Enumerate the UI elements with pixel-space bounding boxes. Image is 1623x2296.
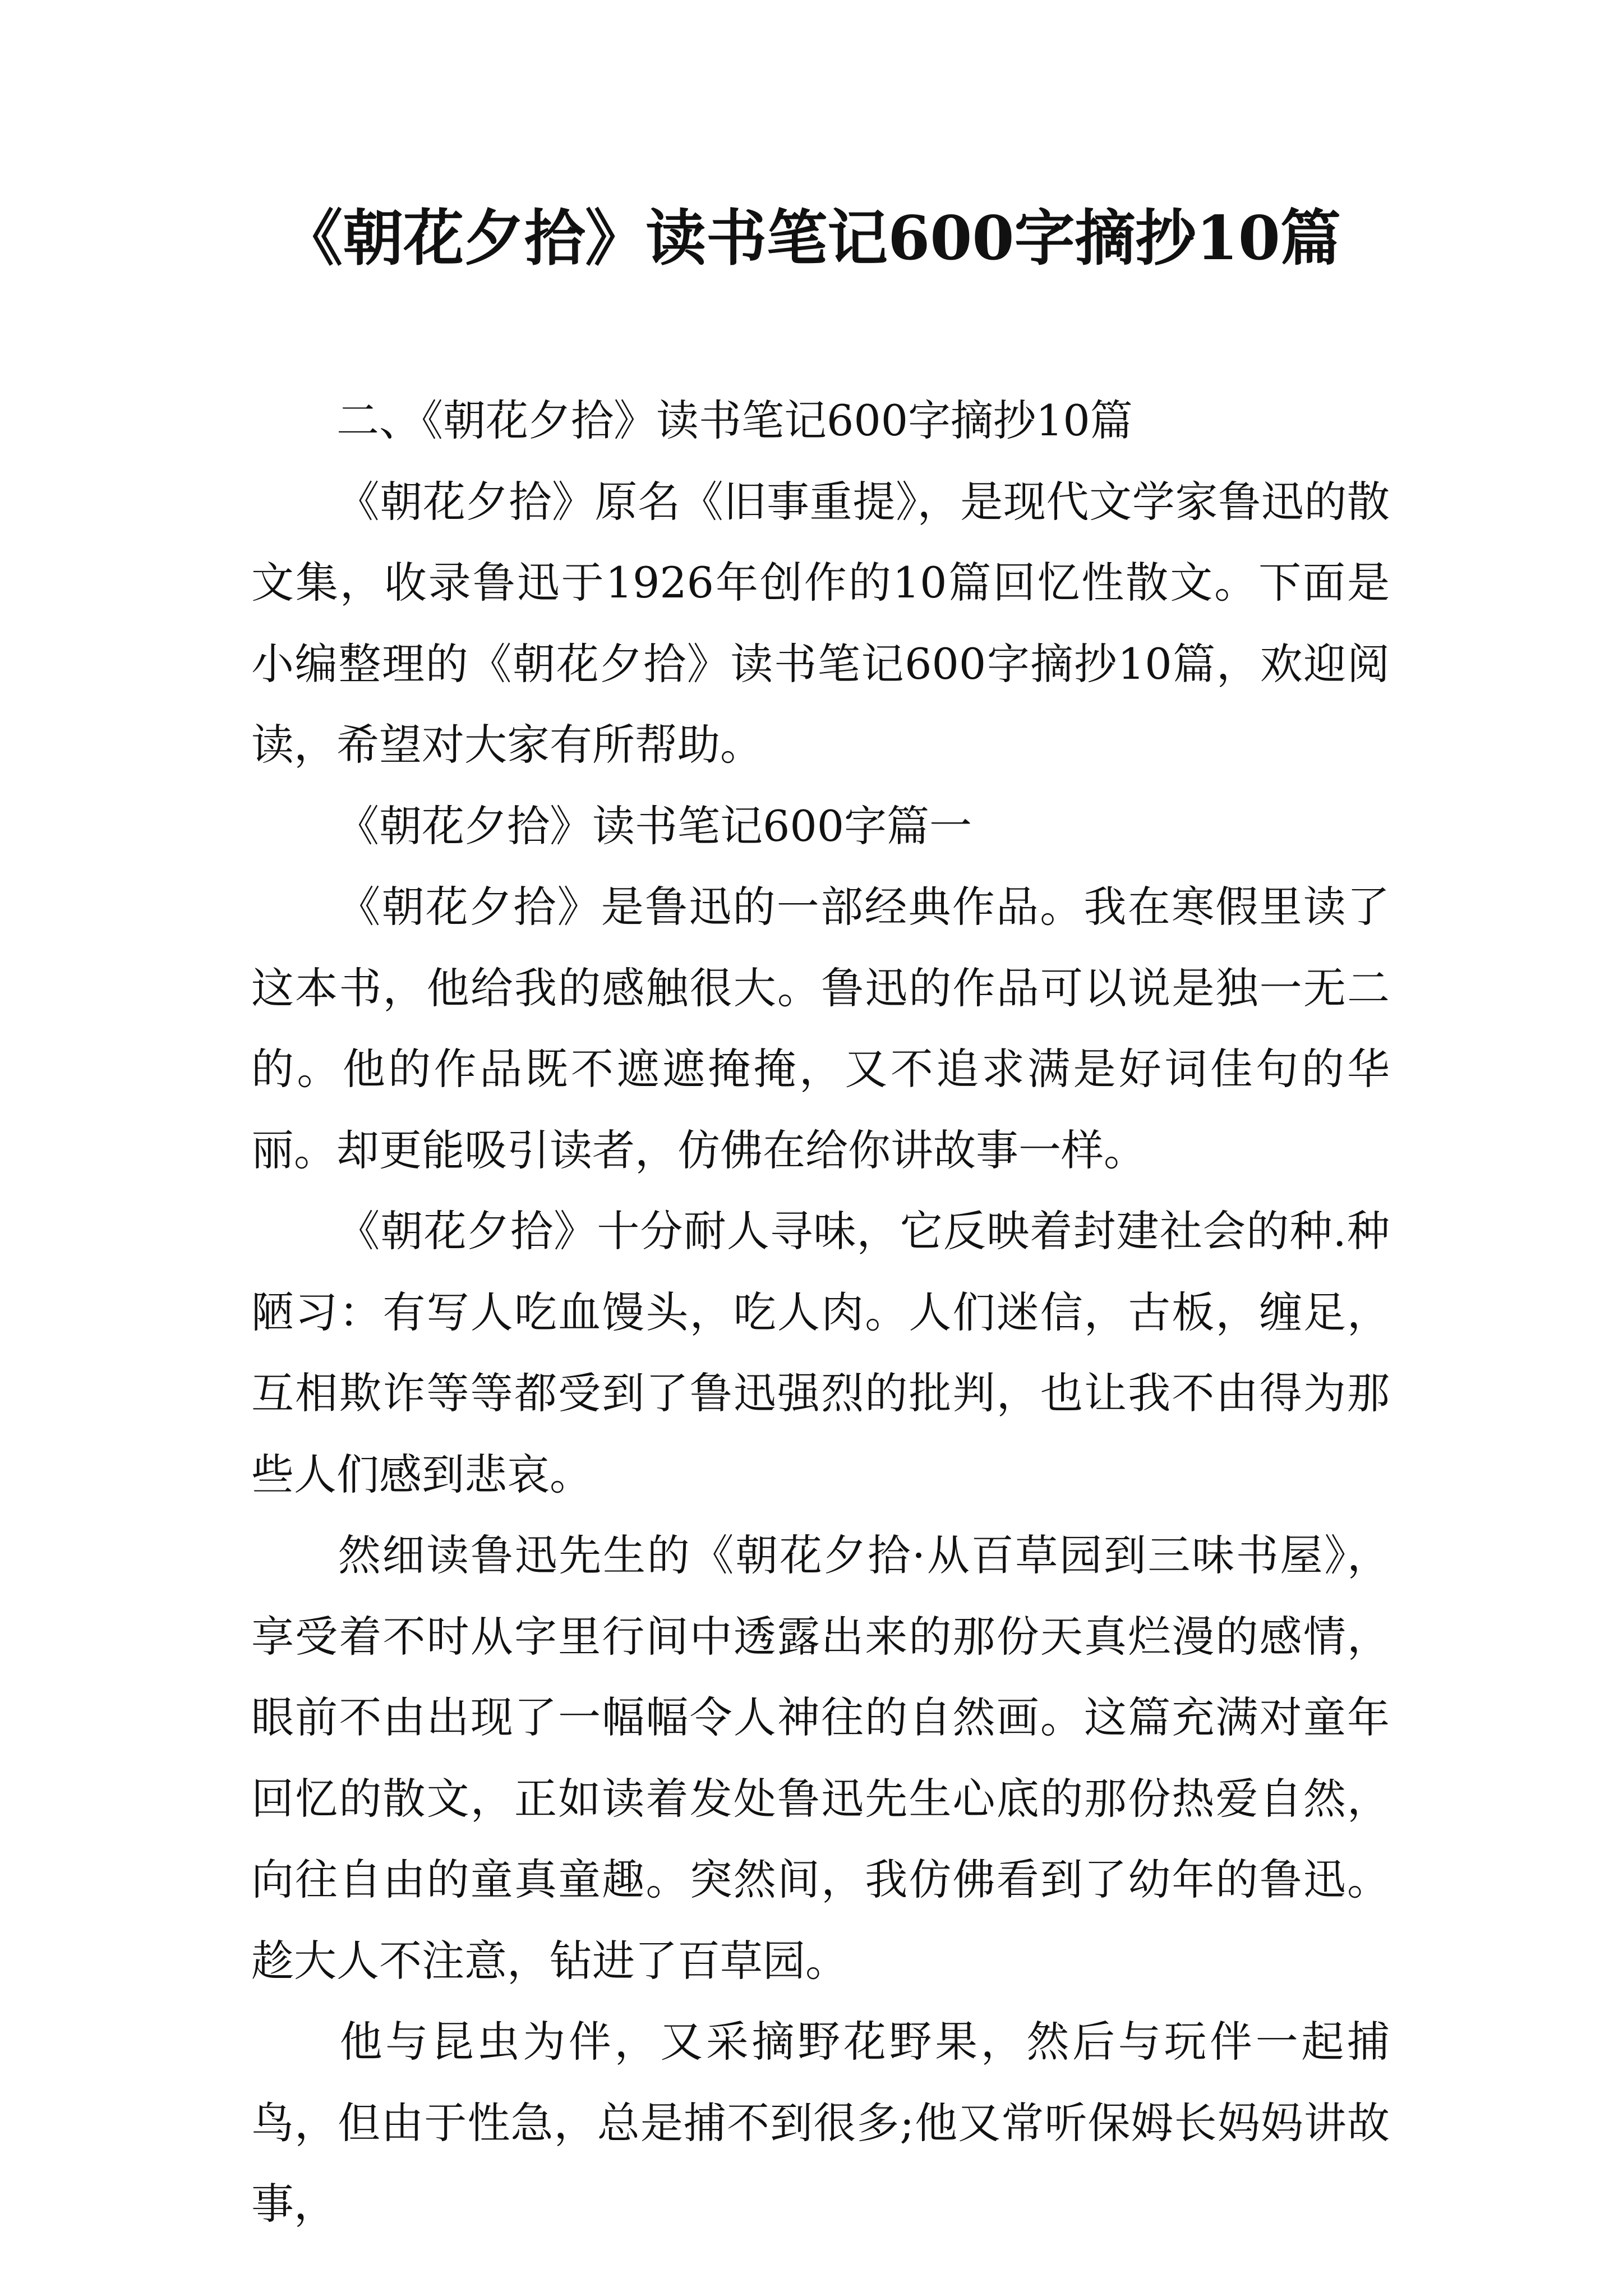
section-heading-text: 二、《朝花夕拾》读书笔记600字摘抄10篇 [336,395,1133,445]
body-paragraph-text: 他与昆虫为伴，又采摘野花野果，然后与玩伴一起捕鸟，但由于性急，总是捕不到很多;他又常听保姆长妈妈讲故事， [251,2017,1390,2229]
document-title: 《朝花夕拾》读书笔记600字摘抄10篇 [282,203,1341,274]
body-paragraph [251,2001,1390,2245]
body-paragraph [251,1191,1390,1515]
intro-paragraph [251,462,1390,786]
body-paragraph-text: 《朝花夕拾》是鲁迅的一部经典作品。我在寒假里读了这本书，他给我的感触很大。鲁迅的作品可以说是独一无二的。他的作品既不遮遮掩掩，又不追求满是好词佳句的华丽。却更能吸引读者，仿佛在给你讲故事一样。 [251,882,1390,1175]
article-heading [251,786,1390,867]
section-heading [251,380,1390,462]
body-paragraph [251,1515,1390,2001]
body-paragraph [251,867,1390,1191]
intro-paragraph-text: 《朝花夕拾》原名《旧事重提》，是现代文学家鲁迅的散文集，收录鲁迅于1926年创作的10篇回忆性散文。下面是小编整理的《朝花夕拾》读书笔记600字摘抄10篇，欢迎阅读，希望对大家有所帮助。 [251,476,1390,770]
body-paragraph-text: 然细读鲁迅先生的《朝花夕拾·从百草园到三味书屋》，享受着不时从字里行间中透露出来的那份天真烂漫的感情，眼前不由出现了一幅幅令人神往的自然画。这篇充满对童年回忆的散文，正如读着发处鲁迅先生心底的那份热爱自然，向往自由的童真童趣。突然间，我仿佛看到了幼年的鲁迅。趁大人不注意，钻进了百草园。 [251,1530,1390,1986]
document-body [251,380,1390,2245]
body-paragraph-text: 《朝花夕拾》十分耐人寻味，它反映着封建社会的种.种陋习：有写人吃血馒头，吃人肉。人们迷信，古板，缠足，互相欺诈等等都受到了鲁迅强烈的批判，也让我不由得为那些人们感到悲哀。 [251,1206,1390,1499]
article-heading-text: 《朝花夕拾》读书笔记600字篇一 [336,800,972,851]
